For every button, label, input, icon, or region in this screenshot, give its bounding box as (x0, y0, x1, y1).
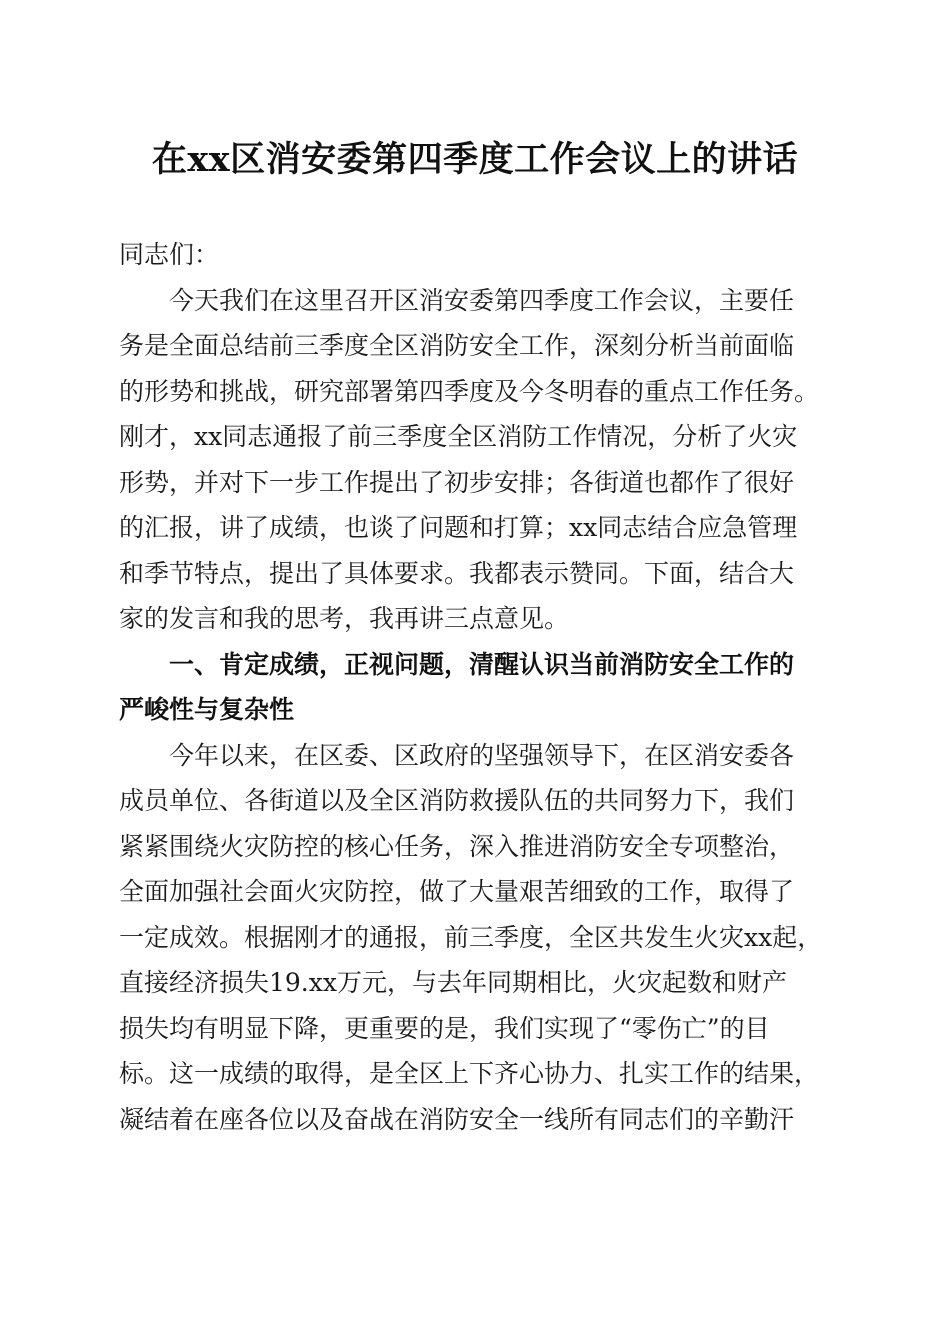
paragraph-line: 今年以来，在区委、区政府的坚强领导下，在区消安委各 (169, 740, 795, 770)
paragraph-line: 紧紧围绕火灾防控的核心任务，深入推进消防安全专项整治， (119, 831, 795, 861)
paragraph-line: 形势，并对下一步工作提出了初步安排；各街道也都作了很好 (119, 467, 795, 497)
paragraph-line: 一定成效。根据刚才的通报，前三季度，全区共发生火灾xx起， (119, 922, 823, 952)
paragraph-line: 务是全面总结前三季度全区消防安全工作，深刻分析当前面临 (119, 331, 795, 360)
paragraph-line: 和季节特点，提出了具体要求。我都表示赞同。下面，结合大 (119, 558, 795, 588)
section-heading: 严峻性与复杂性 (119, 695, 295, 724)
paragraph-line: 今天我们在这里召开区消安委第四季度工作会议，主要任 (169, 285, 795, 315)
document-body (119, 232, 845, 1142)
section-heading: 一、肯定成绩，正视问题，清醒认识当前消防安全工作的 (169, 649, 795, 679)
paragraph-line: 标。这一成绩的取得，是全区上下齐心协力、扎实工作的结果， (119, 1059, 820, 1088)
document-title: 在xx区消安委第四季度工作会议上的讲话 (151, 139, 799, 180)
paragraph-line: 的汇报，讲了成绩，也谈了问题和打算；xx同志结合应急管理 (119, 513, 798, 542)
paragraph-line: 的形势和挑战，研究部署第四季度及今冬明春的重点工作任务。 (119, 376, 820, 406)
paragraph-line: 成员单位、各街道以及全区消防救援队伍的共同努力下，我们 (119, 786, 795, 815)
paragraph-line: 损失均有明显下降，更重要的是，我们实现了“零伤亡”的目 (119, 1013, 770, 1043)
paragraph-line: 直接经济损失19.xx万元，与去年同期相比，火灾起数和财产 (119, 968, 787, 997)
paragraph-line: 全面加强社会面火灾防控，做了大量艰苦细致的工作，取得了 (119, 877, 795, 906)
salutation: 同志们： (119, 240, 220, 269)
paragraph-line: 刚才，xx同志通报了前三季度全区消防工作情况，分析了火灾 (119, 422, 798, 451)
paragraph-line: 家的发言和我的思考，我再讲三点意见。 (119, 604, 570, 633)
paragraph-line: 凝结着在座各位以及奋战在消防安全一线所有同志们的辛勤汗 (119, 1104, 795, 1134)
